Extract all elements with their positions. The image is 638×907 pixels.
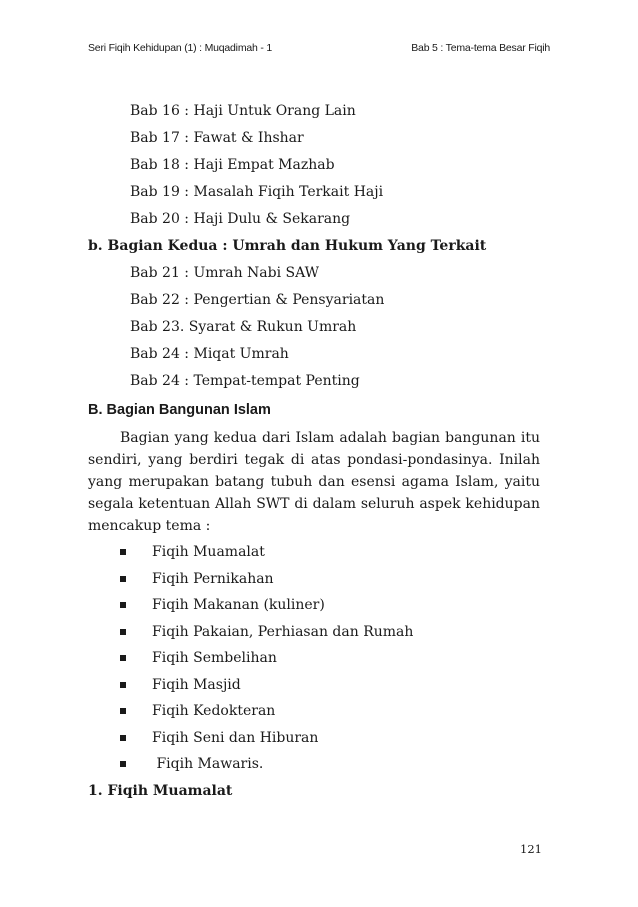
subsection-heading: 1. Fiqih Muamalat [88,782,233,799]
square-bullet-icon [120,549,126,555]
list-item [88,672,540,699]
list-item-label: Fiqih Mawaris. [152,756,264,772]
header-chapter-title: Bab 5 : Tema-tema Besar Fiqih [411,42,550,54]
square-bullet-icon [120,629,126,635]
list-item-label: Fiqih Pakaian, Perhiasan dan Rumah [152,623,414,640]
square-bullet-icon [120,735,126,741]
chapter-item: Bab 17 : Fawat & Ihshar [130,130,304,146]
list-item-label: Fiqih Kedokteran [152,703,276,719]
list-item [88,592,540,619]
list-item [88,566,540,593]
square-bullet-icon [120,708,126,714]
square-bullet-icon [120,761,126,767]
list-item [88,725,540,752]
header-book-title: Seri Fiqih Kehidupan (1) : Muqadimah - 1 [88,42,273,54]
chapter-item: Bab 21 : Umrah Nabi SAW [130,265,320,281]
page-body [88,98,540,804]
subsection-heading: b. Bagian Kedua : Umrah dan Hukum Yang Terkait [88,238,487,254]
list-item [88,619,540,646]
square-bullet-icon [120,576,126,582]
list-item [88,698,540,725]
chapter-item: Bab 19 : Masalah Fiqih Terkait Haji [130,184,384,200]
chapter-item: Bab 23. Syarat & Rukun Umrah [130,319,357,335]
square-bullet-icon [120,682,126,688]
body-paragraph: Bagian yang kedua dari Islam adalah bagian bangunan itu sendiri, yang berdiri tegak di atas pondasi-pondasinya. Inilah yang merupakan batang tubuh dan esensi agama Islam, yaitu segala ketentuan Allah SWT di dalam seluruh aspek kehidupan mencakup tema : [88,430,540,534]
list-item-label: Fiqih Sembelihan [152,650,277,666]
chapter-item: Bab 24 : Tempat-tempat Penting [130,373,360,389]
square-bullet-icon [120,655,126,661]
square-bullet-icon [120,602,126,608]
list-item [88,539,540,566]
list-item-label: Fiqih Pernikahan [152,570,274,587]
list-item-label: Fiqih Masjid [152,676,241,693]
chapter-item: Bab 24 : Miqat Umrah [130,346,289,362]
chapter-item: Bab 18 : Haji Empat Mazhab [130,157,335,173]
chapter-item: Bab 20 : Haji Dulu & Sekarang [130,211,351,227]
chapter-item: Bab 22 : Pengertian & Pensyariatan [130,292,385,308]
list-item [88,751,540,778]
section-heading: B. Bagian Bangunan Islam [88,402,271,418]
list-item [88,645,540,672]
chapter-list-umrah [88,260,540,395]
page-number: 121 [520,842,542,856]
topic-bullet-list [88,539,540,778]
list-item-label: Fiqih Muamalat [152,544,265,560]
list-item-label: Fiqih Makanan (kuliner) [152,597,325,613]
chapter-list-haji [88,98,540,233]
list-item-label: Fiqih Seni dan Hiburan [152,729,319,746]
chapter-item: Bab 16 : Haji Untuk Orang Lain [130,103,356,119]
